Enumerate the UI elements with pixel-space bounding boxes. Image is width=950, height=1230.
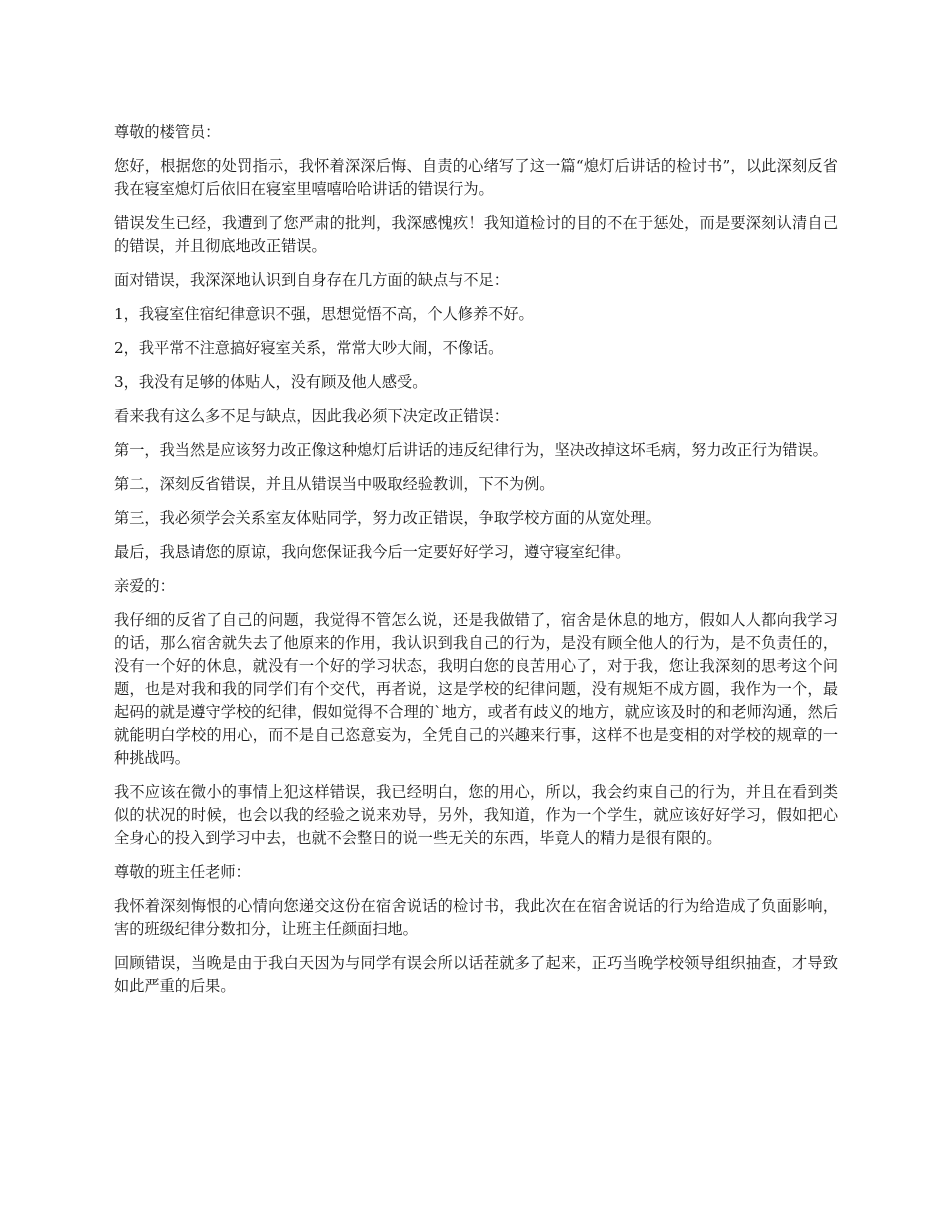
paragraph-reflection: 我仔细的反省了自己的问题，我觉得不管怎么说，还是我做错了，宿舍是休息的地方，假如人人都向我学习的话，那么宿舍就失去了他原来的作用，我认识到我自己的行为，是没有顾全他人的行为，是不负责任的，没有一个好的休息，就没有一个好的学习状态，我明白您的良苦用心了，对于我，您让我深刻的思考这个问题，也是对我和我的同学们有个交代，再者说，这是学校的纪律问题，没有规矩不成方圆，我作为一个，最起码的就是遵守学校的纪律，假如觉得不合理的`地方，或者有歧义的地方，就应该及时的和老师沟通，然后就能明白学校的用心，而不是自己恣意妄为，全凭自己的兴趣来行事，这样不也是变相的对学校的规章的一种挑战吗。 [114, 611, 838, 767]
list-item-resolution-2: 第二，深刻反省错误，并且从错误当中吸取经验教训，下不为例。 [114, 475, 555, 493]
list-item-resolution-3: 第三，我必须学会关系室友体贴同学，努力改正错误，争取学校方面的从宽处理。 [114, 509, 661, 527]
paragraph-intro: 您好，根据您的处罚指示，我怀着深深后悔、自责的心绪写了这一篇“熄灯后讲话的检讨书”，以此深刻反省我在寝室熄灯后依旧在寝室里嘻嘻哈哈讲话的错误行为。 [114, 157, 838, 198]
paragraph-apology: 我怀着深刻悔恨的心情向您递交这份在宿舍说话的检讨书，我此次在在宿舍说话的行为给造成了负面影响，害的班级纪律分数扣分，让班主任颜面扫地。 [114, 897, 838, 938]
salutation-dear: 亲爱的： [114, 577, 175, 595]
paragraph-shortcomings-intro: 面对错误，我深深地认识到自身存在几方面的缺点与不足： [114, 271, 509, 289]
list-item-resolution-1: 第一，我当然是应该努力改正像这种熄灯后讲话的违反纪律行为，坚决改掉这坏毛病，努力改正行为错误。 [114, 441, 828, 459]
paragraph-closing: 最后，我恳请您的原谅，我向您保证我今后一定要好好学习，遵守寝室纪律。 [114, 543, 631, 561]
salutation-class-teacher: 尊敬的班主任老师： [114, 863, 251, 881]
paragraph-commitment: 我不应该在微小的事情上犯这样错误，我已经明白，您的用心，所以，我会约束自己的行为，并且在看到类似的状况的时候，也会以我的经验之说来劝导，另外，我知道，作为一个学生，就应该好好学习，假如把心全身心的投入到学习中去，也就不会整日的说一些无关的东西，毕竟人的精力是很有限的。 [114, 783, 838, 847]
document-body [114, 121, 838, 1009]
paragraph-remorse: 错误发生已经，我遭到了您严肃的批判，我深感愧疚！我知道检讨的目的不在于惩处，而是要深刻认清自己的错误，并且彻底地改正错误。 [114, 214, 838, 255]
paragraph-review: 回顾错误，当晚是由于我白天因为与同学有误会所以话茬就多了起来，正巧当晚学校领导组织抽查，才导致如此严重的后果。 [114, 954, 838, 995]
salutation-dorm-manager: 尊敬的楼管员： [114, 123, 221, 141]
list-item-shortcoming-3: 3，我没有足够的体贴人，没有顾及他人感受。 [114, 373, 428, 391]
list-item-shortcoming-2: 2，我平常不注意搞好寝室关系，常常大吵大闹，不像话。 [114, 339, 504, 357]
paragraph-resolution-intro: 看来我有这么多不足与缺点，因此我必须下决定改正错误： [114, 407, 509, 425]
list-item-shortcoming-1: 1，我寝室住宿纪律意识不强，思想觉悟不高，个人修养不好。 [114, 305, 534, 323]
